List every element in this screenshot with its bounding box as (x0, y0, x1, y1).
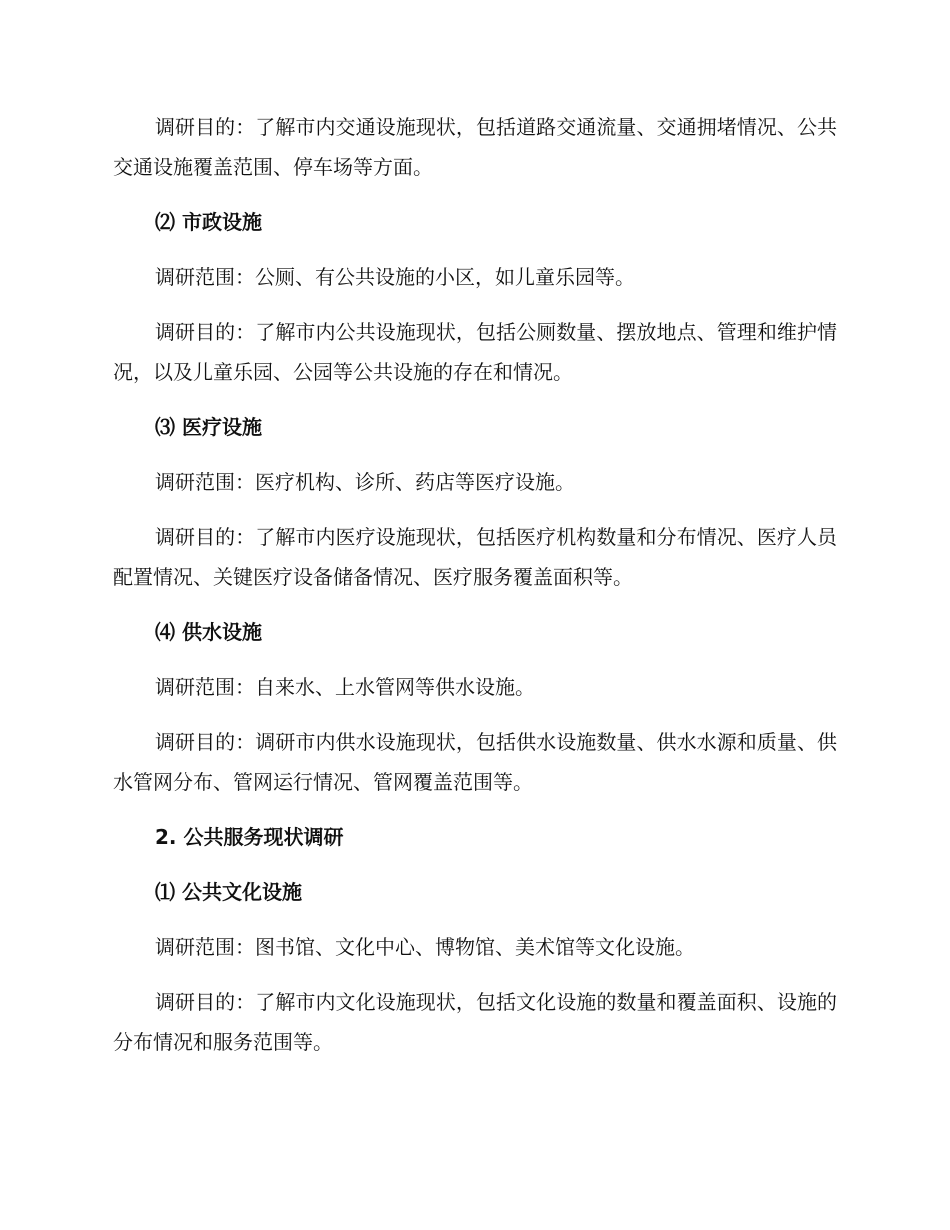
paragraph-municipal-scope: 调研范围：公厕、有公共设施的小区，如儿童乐园等。 (155, 265, 635, 289)
paragraph-water-scope: 调研范围：自来水、上水管网等供水设施。 (155, 675, 535, 699)
heading-water-supply: ⑷ 供水设施 (155, 620, 262, 644)
document-body (113, 107, 837, 1077)
paragraph-transport-purpose: 调研目的：了解市内交通设施现状，包括道路交通流量、交通拥堵情况、公共交通设施覆盖范围、停车场等方面。 (113, 115, 837, 179)
heading-municipal-facilities: ⑵ 市政设施 (155, 210, 262, 234)
heading-public-services: 2. 公共服务现状调研 (155, 825, 344, 849)
paragraph-cultural-purpose: 调研目的：了解市内文化设施现状，包括文化设施的数量和覆盖面积、设施的分布情况和服务范围等。 (113, 990, 837, 1054)
paragraph-cultural-scope: 调研范围：图书馆、文化中心、博物馆、美术馆等文化设施。 (155, 935, 695, 959)
paragraph-water-purpose: 调研目的：调研市内供水设施现状，包括供水设施数量、供水水源和质量、供水管网分布、管网运行情况、管网覆盖范围等。 (113, 730, 837, 794)
heading-medical-facilities: ⑶ 医疗设施 (155, 415, 262, 439)
paragraph-medical-purpose: 调研目的：了解市内医疗设施现状，包括医疗机构数量和分布情况、医疗人员配置情况、关键医疗设备储备情况、医疗服务覆盖面积等。 (113, 525, 837, 589)
paragraph-municipal-purpose: 调研目的：了解市内公共设施现状，包括公厕数量、摆放地点、管理和维护情况，以及儿童乐园、公园等公共设施的存在和情况。 (113, 320, 837, 384)
paragraph-medical-scope: 调研范围：医疗机构、诊所、药店等医疗设施。 (155, 470, 575, 494)
heading-cultural-facilities: ⑴ 公共文化设施 (155, 880, 302, 904)
